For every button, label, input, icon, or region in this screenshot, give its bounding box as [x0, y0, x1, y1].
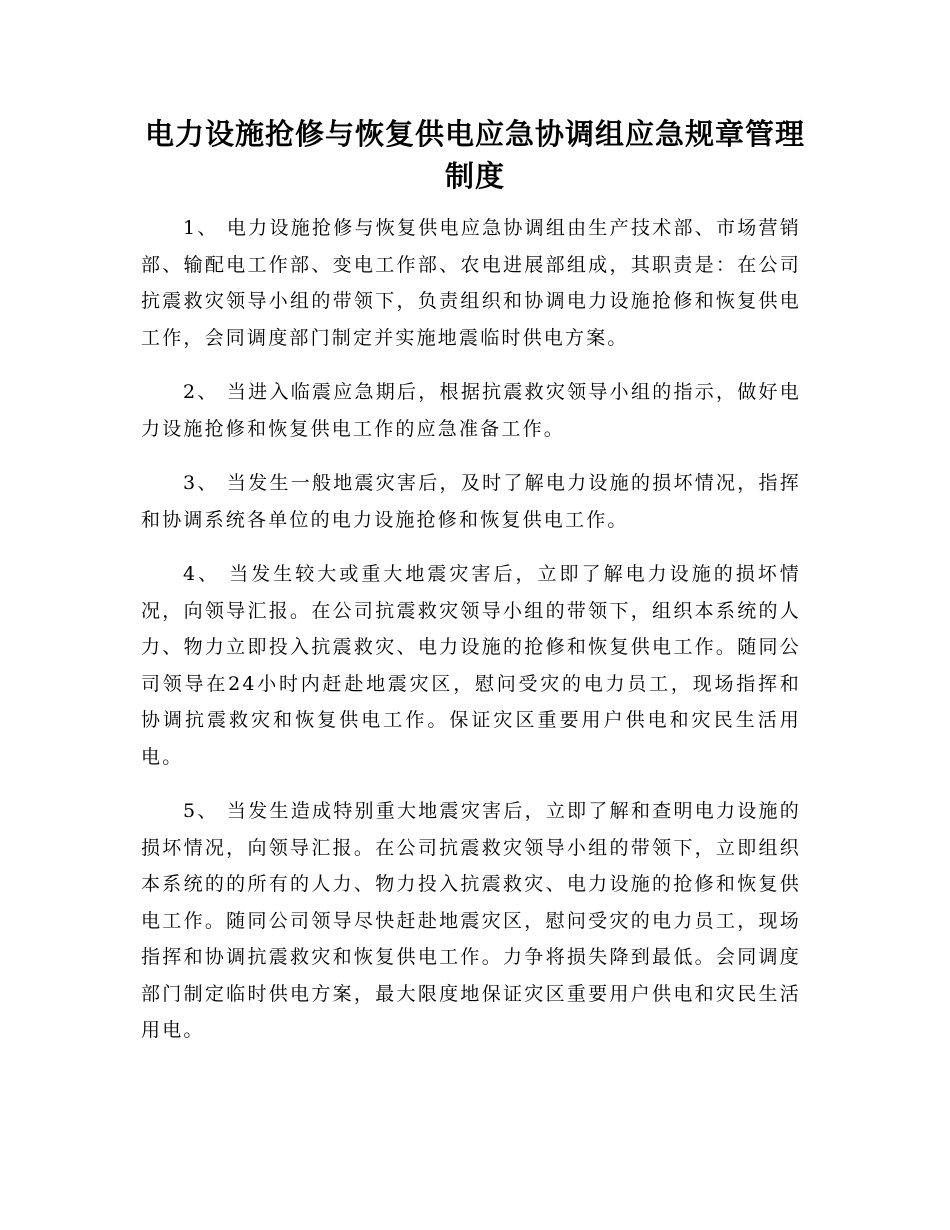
document-body — [141, 210, 801, 1067]
paragraph-4: 4、 当发生较大或重大地震灾害后，立即了解电力设施的损坏情况，向领导汇报。在公司抗震救灾领导小组的带领下，组织本系统的人力、物力立即投入抗震救灾、电力设施的抢修和恢复供电工作。随同公司领导在24小时内赶赴地震灾区，慰问受灾的电力员工，现场指挥和协调抗震救灾和恢复供电工作。保证灾区重要用户供电和灾民生活用电。 — [141, 563, 801, 768]
document-title: 电力设施抢修与恢复供电应急协调组应急规章管理制度 — [144, 117, 805, 193]
paragraph-2: 2、 当进入临震应急期后，根据抗震救灾领导小组的指示，做好电力设施抢修和恢复供电工作的应急准备工作。 — [141, 381, 801, 440]
paragraph-5: 5、 当发生造成特别重大地震灾害后，立即了解和查明电力设施的损坏情况，向领导汇报。在公司抗震救灾领导小组的带领下，立即组织本系统的的所有的人力、物力投入抗震救灾、电力设施的抢修和恢复供电工作。随同公司领导尽快赶赴地震灾区，慰问受灾的电力员工，现场指挥和协调抗震救灾和恢复供电工作。力争将损失降到最低。会同调度部门制定临时供电方案，最大限度地保证灾区重要用户供电和灾民生活用电。 — [141, 800, 801, 1041]
paragraph-3: 3、 当发生一般地震灾害后，及时了解电力设施的损坏情况，指挥和协调系统各单位的电力设施抢修和恢复供电工作。 — [141, 472, 801, 531]
paragraph-1: 1、 电力设施抢修与恢复供电应急协调组由生产技术部、市场营销部、输配电工作部、变电工作部、农电进展部组成，其职责是：在公司抗震救灾领导小组的带领下，负责组织和协调电力设施抢修和恢复供电工作，会同调度部门制定并实施地震临时供电方案。 — [141, 217, 801, 349]
